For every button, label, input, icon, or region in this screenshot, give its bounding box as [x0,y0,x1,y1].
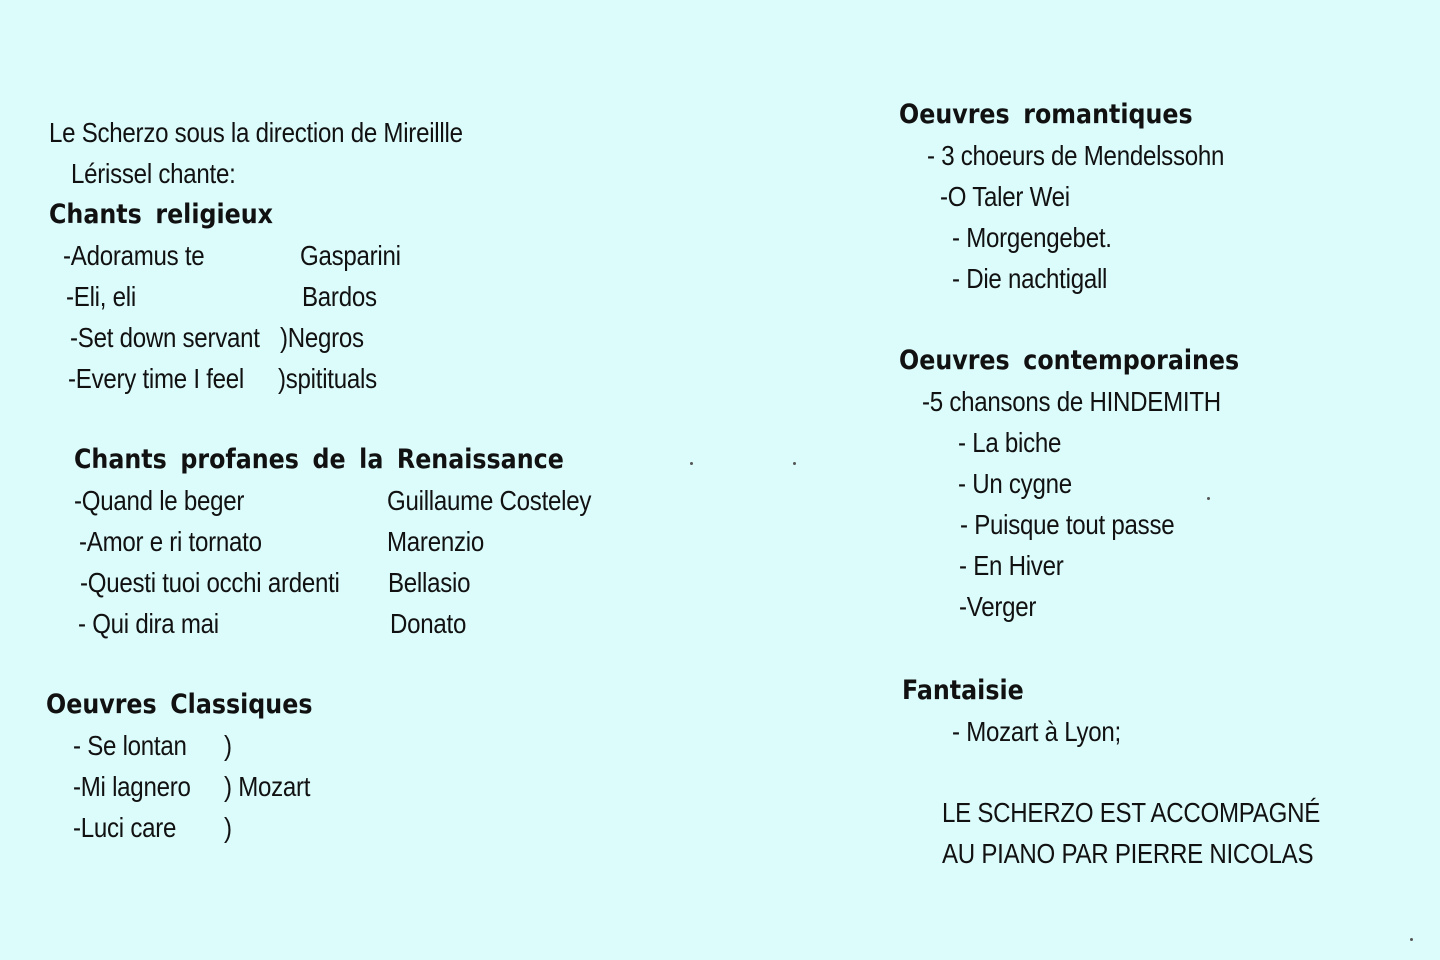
renaissance-title-1: -Quand le beger [74,485,245,516]
renaissance-composer-3: Bellasio [388,567,471,598]
heading-classic: Oeuvres Classiques [46,689,313,720]
romantic-item-2: - Morgengebet. [952,222,1112,253]
intro-line-1: Le Scherzo sous la direction de Mireillle [49,117,463,148]
heading-romantic: Oeuvres romantiques [899,99,1193,130]
classic-title-1: - Se lontan [73,730,187,761]
renaissance-composer-4: Donato [390,608,467,639]
religious-composer-4: )spitituals [278,363,377,394]
contemporary-intro: -5 chansons de HINDEMITH [922,386,1221,417]
print-speck [1410,938,1413,941]
classic-composer-2: ) Mozart [224,771,311,802]
heading-contemporary: Oeuvres contemporaines [899,345,1240,376]
classic-bracket-1: ) [224,730,232,761]
romantic-intro: - 3 choeurs de Mendelssohn [927,140,1225,171]
religious-composer-3: )Negros [280,322,364,353]
renaissance-title-2: -Amor e ri tornato [79,526,262,557]
contemporary-item-2: - Un cygne [958,468,1072,499]
religious-title-3: -Set down servant [70,322,260,353]
romantic-item-3: - Die nachtigall [952,263,1108,294]
heading-renaissance: Chants profanes de la Renaissance [74,444,564,475]
religious-composer-2: Bardos [302,281,377,312]
accompaniment-line-2: AU PIANO PAR PIERRE NICOLAS [942,838,1314,869]
renaissance-title-4: - Qui dira mai [78,608,219,639]
religious-title-1: -Adoramus te [63,240,205,271]
contemporary-item-1: - La biche [958,427,1062,458]
contemporary-item-5: -Verger [959,591,1037,622]
fantasy-item-1: - Mozart à Lyon; [952,716,1121,747]
renaissance-composer-2: Marenzio [387,526,484,557]
classic-title-3: -Luci care [73,812,177,843]
classic-title-2: -Mi lagnero [73,771,191,802]
print-speck [690,462,693,465]
religious-title-2: -Eli, eli [66,281,136,312]
contemporary-item-4: - En Hiver [959,550,1064,581]
contemporary-item-3: - Puisque tout passe [960,509,1175,540]
renaissance-title-3: -Questi tuoi occhi ardenti [80,567,340,598]
heading-religious: Chants religieux [49,199,273,230]
print-speck [793,462,796,465]
heading-fantasy: Fantaisie [902,675,1024,706]
religious-composer-1: Gasparini [300,240,401,271]
romantic-item-1: -O Taler Wei [940,181,1070,212]
intro-line-2: Lérissel chante: [71,158,236,189]
print-speck [1207,497,1210,500]
classic-bracket-3: ) [224,812,232,843]
religious-title-4: -Every time I feel [68,363,245,394]
accompaniment-line-1: LE SCHERZO EST ACCOMPAGNÉ [942,797,1321,828]
renaissance-composer-1: Guillaume Costeley [387,485,592,516]
